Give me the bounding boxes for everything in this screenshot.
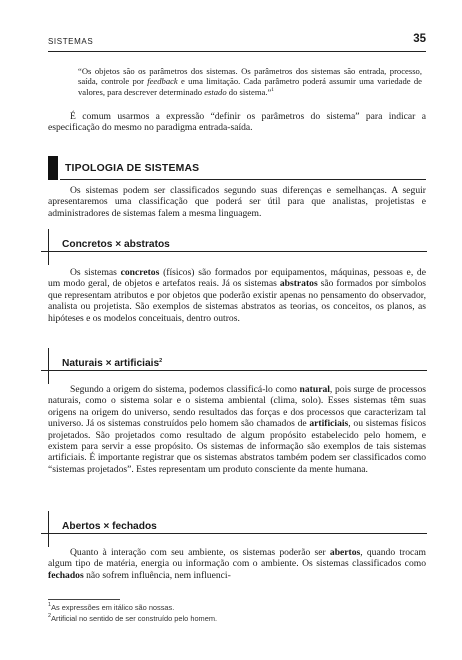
paragraph-text: , pois surge de processos naturais, como o sistema solar e o sistema ambiental (clima, solo). Esses sistemas têm suas origens na origem do universo, sendo resultados das forças e dos processos que caracterizam tal universo. Já os sistemas construídos pelo homem são chamados de [48,384,426,430]
footnote-text: As expressões em itálico são nossas. [51,603,175,612]
paragraph-text: (físicos) são formados por equipamentos, máquinas, pessoas e, de um modo geral, de objetos e artefatos reais. Já os sistemas [48,267,426,290]
heading-vertical-rule [48,348,49,384]
paragraph-text: , ou sistemas físicos projetados. São projetados como resultado de algum propósito estabelecido pelo homem, e existem para servir a esse propósito. Os sistemas de informação são exemplos de tais sistemas artificiais. É importante registrar que os sistemas abstratos também podem ser classificados como “sistemas projetados”. Estes representam um produto consciente da mente humana. [48,418,426,475]
term-abstratos: abstratos [279,278,318,290]
subsection-heading-concretos [41,229,428,265]
paragraph-text: Segundo a origem do sistema, podemos classificá-lo como [70,384,300,395]
heading-rule [60,179,426,180]
quote-text: do sistema.” [226,86,272,97]
footnote-rule [48,599,120,600]
footnote-1 [48,603,174,612]
paragraph-text: são formados por símbolos que representam atributos e por objetos que poderão existir apenas no pensamento do observador, analista ou projetista. São exemplos de sistemas abstratos as teorias, os conceitos, os planos, as hipóteses e os modelos conceituais, dentro outros. [48,278,426,324]
heading-marker [48,156,58,180]
footnote-2 [48,614,217,623]
block-quote [78,66,422,97]
term-concretos: concretos [120,267,160,278]
subsection-title: Abertos × fechados [62,521,157,532]
term-artificiais: artificiais [309,418,349,430]
heading-rule [41,370,427,371]
footnote-ref: 2 [159,358,163,364]
term-fechados: fechados [48,569,84,581]
subsection-title [62,358,162,369]
intro-paragraph: É comum usarmos a expressão “definir os parâmetros do sistema” para indicar a especificação do mesmo no paradigma entrada-saída. [48,111,426,134]
heading-vertical-rule [48,511,49,547]
quote-emphasis-estado: estado [204,86,227,97]
term-abertos: abertos [329,547,361,558]
footnote-ref: 1 [271,86,275,93]
heading-rule [41,533,427,534]
header-rule [48,51,426,52]
footnote-number: 1 [48,602,52,608]
paragraph-text: Quanto à interação com seu ambiente, os sistemas poderão ser [70,547,330,558]
section-title: TIPOLOGIA DE SISTEMAS [65,163,200,174]
footnote-text: Artificial no sentido de ser construído pelo homem. [51,614,218,623]
quote-emphasis-feedback: feedback [147,76,178,87]
page-number: 35 [413,33,426,45]
footnote-number: 2 [48,613,52,619]
subsection-title: Concretos × abstratos [62,239,170,250]
paragraph-text: Os sistemas [70,267,121,278]
heading-vertical-rule [48,229,49,265]
running-header: SISTEMAS [48,37,94,46]
subsection-heading-naturais [41,348,428,384]
term-natural: natural [299,384,330,395]
naturais-paragraph [48,384,426,475]
paragraph-text: , quando trocam algum tipo de matéria, energia ou informação com o ambiente. Os sistemas classificados como [48,547,426,570]
subsection-heading-abertos [41,511,428,547]
abertos-paragraph [48,547,426,581]
quote-text: “Os objetos são os parâmetros dos sistemas. Os parâmetros dos sistemas são entrada, processo, saída, controle por [78,66,422,87]
concretos-paragraph [48,267,426,324]
tipologia-paragraph: Os sistemas podem ser classificados segundo suas diferenças e semelhanças. A seguir apresentaremos uma classificação que poderá ser útil para que analistas, projetistas e administradores de sistemas falem a mesma linguagem. [48,185,426,219]
quote-text: e uma limitação. Cada parâmetro poderá assumir uma variedade de valores, para descrever determinado [78,76,422,97]
paragraph-text: não sofrem influência, nem influenci- [83,569,231,581]
section-heading-tipologia [48,156,428,180]
subsection-title-text: Naturais × artificiais [62,358,160,369]
heading-rule [41,251,427,252]
